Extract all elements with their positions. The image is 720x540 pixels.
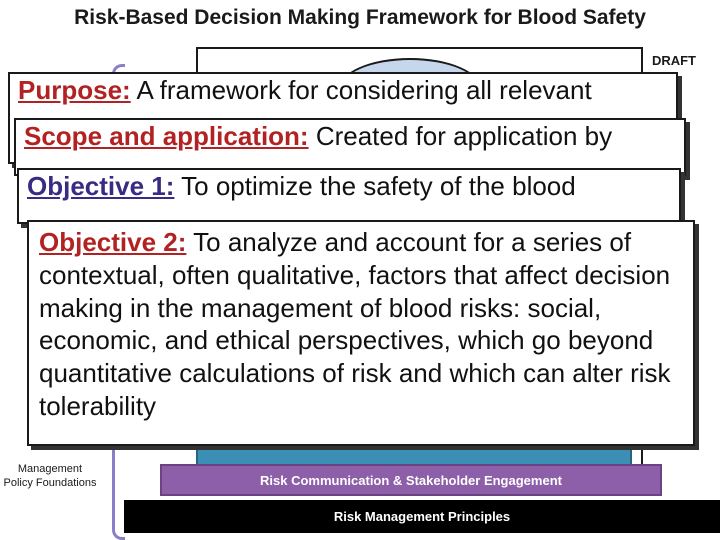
page-title: Risk-Based Decision Making Framework for Blood Safety [74,6,646,29]
objective1-label: Objective 1: [27,171,175,201]
objective1-box [17,168,681,224]
communication-band: Risk Communication & Stakeholder Engagement [160,464,662,496]
principles-band: Risk Management Principles [124,500,720,533]
objective2-box [27,220,695,446]
draft-label: DRAFT [651,53,696,68]
objective2-label: Objective 2: [39,227,187,257]
purpose-text: A framework for considering all relevant [130,75,592,105]
management-policy-label: Management Policy Foundations [3,463,97,490]
purpose-label: Purpose: [18,75,131,105]
scope-text: Created for application by [308,121,613,151]
objective2-text: To analyze and account for a series of contextual, often qualitative, factors that affect decision making in the management of blood risks: social, economic, and ethical perspectives, which go beyond quantitative calculations of risk and which can alter risk tolerability [39,227,671,421]
scope-label: Scope and application: [24,121,309,151]
objective1-text: To optimize the safety of the blood [174,171,576,201]
